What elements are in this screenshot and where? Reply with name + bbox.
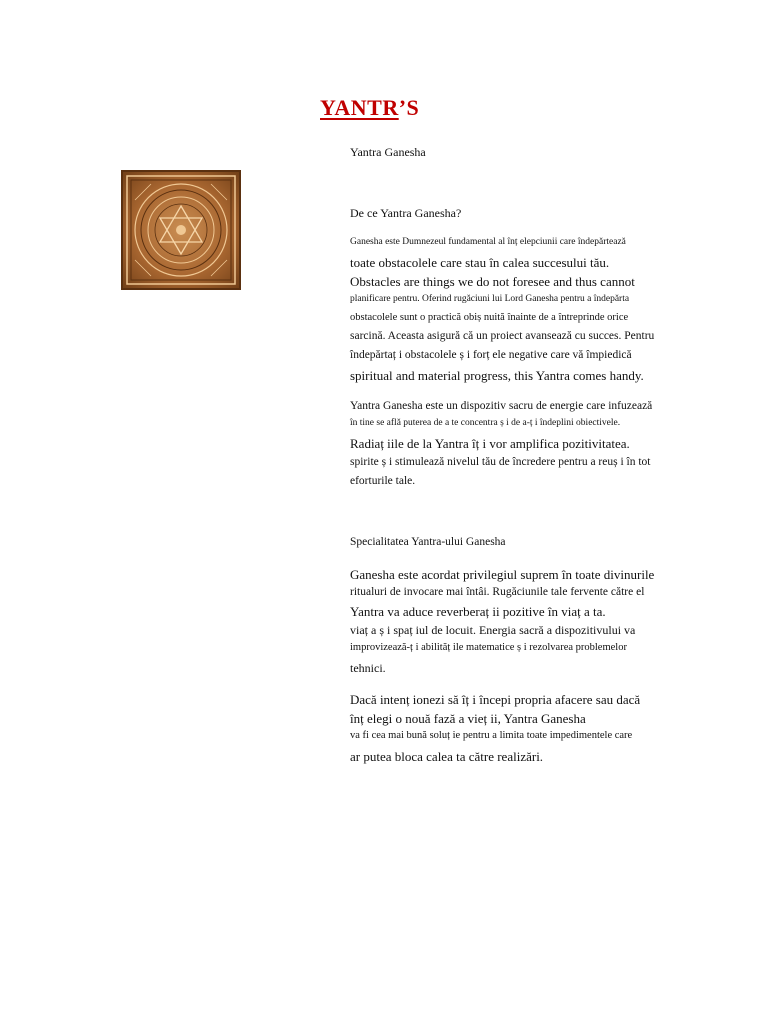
yantra-ganesha-image bbox=[121, 170, 241, 290]
paragraph-line: Yantra va aduce reverberaț ii pozitive în viaț a ta. bbox=[350, 604, 606, 619]
title-rest: ’S bbox=[398, 95, 420, 120]
paragraph-line: ritualuri de invocare mai întâi. Rugăciunile tale fervente către el bbox=[350, 586, 645, 598]
paragraph-line: Obstacles are things we do not foresee and thus cannot bbox=[350, 274, 635, 289]
paragraph-line: Ganesha este Dumnezeul fundamental al înț elepciunii care îndepărtează bbox=[350, 237, 626, 247]
paragraph-line: Yantra Ganesha este un dispozitiv sacru de energie care infuzează bbox=[350, 400, 653, 412]
paragraph-line: Radiaț iile de la Yantra îț i vor amplifica pozitivitatea. bbox=[350, 436, 630, 451]
section-heading-why: De ce Yantra Ganesha? bbox=[350, 206, 462, 220]
paragraph-line: obstacolele sunt o practică obiș nuită înainte de a întreprinde orice bbox=[350, 312, 629, 323]
paragraph-line: îndepărtaț i obstacolele ș i forț ele negative care vă împiedică bbox=[350, 349, 632, 361]
paragraph-line: Ganesha este acordat privilegiul suprem în toate divinurile bbox=[350, 567, 655, 582]
paragraph-line: tehnici. bbox=[350, 661, 386, 675]
paragraph-line: toate obstacolele care stau în calea succesului tău. bbox=[350, 255, 610, 270]
section-heading-specialty: Specialitatea Yantra-ului Ganesha bbox=[350, 536, 506, 548]
paragraph-line: eforturile tale. bbox=[350, 475, 416, 487]
page-title bbox=[320, 95, 419, 121]
section-title-yantra-ganesha: Yantra Ganesha bbox=[350, 145, 426, 159]
paragraph-line: viaț a ș i spaț iul de locuit. Energia sacră a dispozitivului va bbox=[350, 623, 636, 637]
paragraph-line: va fi cea mai bună soluț ie pentru a limita toate impedimentele care bbox=[350, 730, 633, 741]
title-underlined-part: YANTR bbox=[320, 95, 399, 120]
paragraph-line: Dacă intenț ionezi să îț i începi propria afacere sau dacă bbox=[350, 692, 641, 707]
paragraph-line: spirite ș i stimulează nivelul tău de încredere pentru a reuș i în tot bbox=[350, 456, 651, 468]
paragraph-line: sarcină. Aceasta asigură că un proiect avansează cu succes. Pentru bbox=[350, 330, 655, 342]
paragraph-line: spiritual and material progress, this Yantra comes handy. bbox=[350, 368, 644, 383]
paragraph-line: ar putea bloca calea ta către realizări. bbox=[350, 749, 544, 764]
paragraph-line: improvizează-ț i abilităț ile matematice ș i rezolvarea problemelor bbox=[350, 642, 627, 653]
paragraph-line: în tine se află puterea de a te concentra ș i de a-ț i îndeplini obiectivele. bbox=[350, 418, 621, 428]
paragraph-line: planificare pentru. Oferind rugăciuni lui Lord Ganesha pentru a îndepărta bbox=[350, 294, 630, 304]
paragraph-line: înț elegi o nouă fază a vieț ii, Yantra Ganesha bbox=[350, 711, 586, 726]
